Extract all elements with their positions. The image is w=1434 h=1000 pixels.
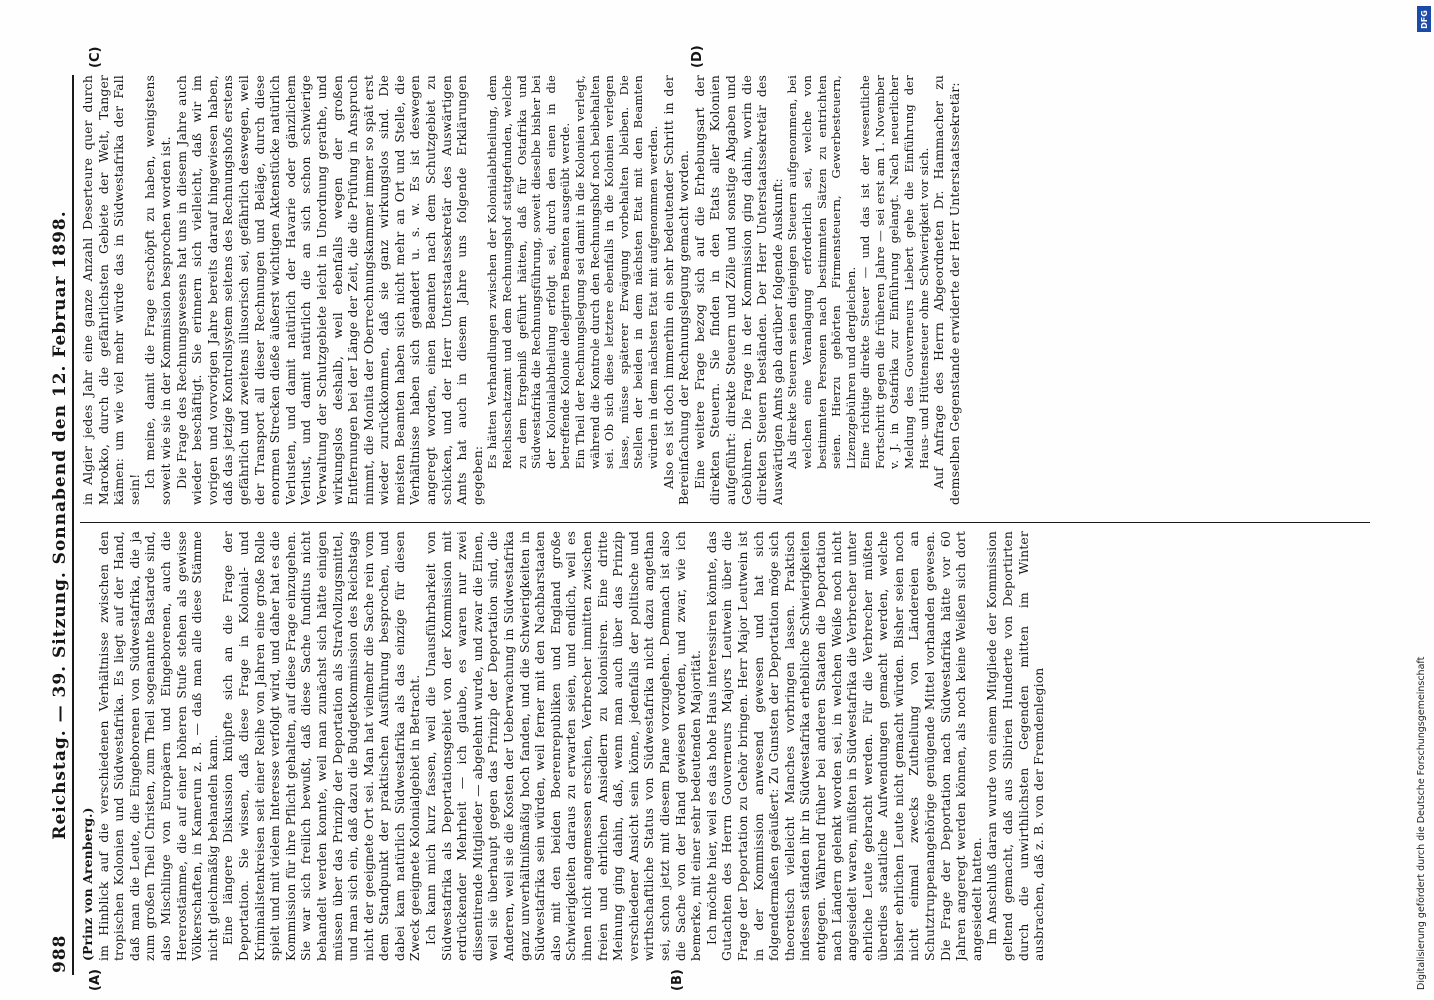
- paragraph: Im Anschluß daran wurde von einem Mitgliede der Kommission geltend gemacht, daß aus Sibirien Hunderte von Deportirten durch die unwirthlichsten Gegenden mitten im Winter ausbrachen, daß z. B. von der Fremdenlegion: [984, 531, 1047, 961]
- paragraph: im Hinblick auf die verschiedenen Verhältnisse zwischen den tropischen Kolonien und Südwestafrika. Es liegt auf der Hand, daß man die Leute, die Eingeborenen von Südwestafrika, die ja zum großen Theil Christen, zum Theil sogenannte Bastarde sind, also Mischlinge von Europäern und Eingeborenen, auch die Hererostämme, die auf einer höheren Stufe stehen als gewisse Völkerschaften, in Kamerun z. B. — daß man alle diese Stämme nicht gleichmäßig behandeln kann.: [95, 531, 220, 961]
- margin-marker-b: (B): [670, 969, 685, 991]
- page-number: 988: [50, 934, 70, 973]
- paragraph: Die Frage des Rechnungswesens hat uns in diesem Jahre auch wieder beschäftigt. Sie erinnern sich vielleicht, daß wir im vorigen und vorvorigen Jahre bereits darauf hingewiesen haben, daß das jetzige Kontrollsystem seitens des Rechnungshofs erstens gefährlich und zweitens illusorisch sei, gefährlich deswegen, weil der Transport all dieser Rechnungen und Beläge, durch diese enormen Strecken dieße äußerst wichtigen Aktenstücke natürlich Verlusten, und damit natürlich der Havarie oder gänzlichem Verlust, und damit natürlich die an sich schon schwierige Verwaltung der Schutzgebiete leicht in Unordnung gerathe, und wirkungslos deshalb, weil ebenfalls wegen der großen Entfernungen bei der Länge der Zeit, die die Prüfung in Anspruch nimmt, die Monita der Oberrechnungskammer immer so spät erst wieder zurückkommen, daß sie ganz wirkungslos sind. Die meisten Beamten haben sich nicht mehr an Ort und Stelle, die Verhältnisse haben sich geändert u. s. w. Es ist deswegen angeregt worden, einen Beamten nach dem Schutzgebiet zu schicken, und der Herr Unterstaatssekretär des Auswärtigen Amts hat auch in diesem Jahre uns folgende Erklärungen gegeben:: [173, 75, 485, 505]
- margin-marker-a: (A): [88, 969, 103, 991]
- rotated-print-page: [50, 35, 1380, 991]
- digitization-credit: Digitalisierung gefördert durch die Deutsche Forschungsgemeinschaft: [1416, 656, 1427, 990]
- paragraph: Eine längere Diskussion knüpfte sich an die Frage der Deportation. Sie wissen, daß diese Frage in Kolonial- und Kriminalistenkreisen seit einer Reihe von Jahren eine große Rolle spielt und mit vielem Interesse verfolgt wird, und daher hat es die Kommission für ihre Pflicht gehalten, auf diese Frage einzugehen. Sie war sich freilich bewußt, daß diese Sache funditus nicht behandelt werden konnte, weil man zunächst sich hätte einigen müssen über das Prinzip der Deportation als Strafvollzugsmittel, und man sich ein, daß dazu die Budgetkommission des Reichstags nicht der geeignete Ort sei. Man hat vielmehr die Sache rein vom dem Standpunkt der praktischen Ausführung besprochen, und dabei kam natürlich Südwestafrika als das einzige für diesen Zweck geeignete Kolonialgebiet in Betracht.: [220, 531, 423, 961]
- quoted-statement: Ein Theil der Rechnungslegung sei damit in die Kolonien verlegt, während die Kontrole durch den Rechnungshof noch beibehalten sei. Ob sich diese letztere ebenfalls in die Kolonien verlegen lasse, müsse späterer Erwägung vorbehalten bleiben. Die Stellen der beiden in dem nächsten Etat mit den Beamten würden in dem nächsten Etat mit aufgenommen werden.: [573, 75, 660, 469]
- paragraph: in Algier jedes Jahr eine ganze Anzahl Deserteure quer durch Marokko, durch die gefährlichsten Gebiete der Welt, Tanger kämen: um wie viel mehr würde das in Südwestafrika der Fall sein!: [80, 75, 142, 505]
- quoted-statement: Eine richtige direkte Steuer — und das ist der wesentliche Fortschritt gegen die früheren Jahre — sei erst am 1. November v. J. in Ostafrika zur Einführung gelangt. Nach neuerlicher Meldung des Gouverneurs Liebert gehe die Einführung der Haus- und Hüttensteuer ohne Schwierigkeit vor sich.: [858, 75, 931, 469]
- paragraph: Ich möchte hier, weil es das hohe Haus interessiren könnte, das Gutachten des Herrn Gouverneurs Majors Leutwein über die Frage der Deportation zu Gehör bringen. Herr Major Leutwein ist in der Kommission anwesend gewesen und hat sich folgendermaßen geäußert: Zu Gunsten der Deportation möge sich theoretisch vielleicht Manches vorbringen lassen. Praktisch indessen ständen ihr in Südwestafrika erhebliche Schwierigkeiten entgegen. Während früher bei anderen Staaten die Deportation nach Ländern gelenkt worden sei, in welchen Weiße noch nicht angesiedelt waren, müßten in Südwestafrika die Verbrecher unter ehrliche Leute gebracht werden. Für die Verbrecher müßten überdies staatliche Aufwendungen gemacht werden, welche bisher ehrlichen Leute nicht gemacht würden. Bisher seien noch nicht einmal zwecks Zutheilung von Ländereien an Schutztruppenangehörige genügende Mittel vorhanden gewesen. Die Frage der Deportation nach Südwestafrika hätte vor 60 Jahren angeregt werden können, als noch keine Weißen sich dort angesiedelt hatten.: [703, 531, 984, 961]
- left-column: [80, 531, 1370, 961]
- paragraph: Ich meine, damit die Frage erschöpft zu haben, wenigstens soweit wie sie in der Kommission besprochen worden ist.: [142, 75, 173, 505]
- quoted-statement: Es hätten Verhandlungen zwischen der Kolonialabtheilung, dem Reichsschatzamt und dem Rechnungshof stattgefunden, welche zu dem Ergebniß geführt hätten, daß für Ostafrika und Südwestafrika die Rechnungsführung, soweit dieselbe bisher bei der Kolonialabtheilung erfolgt sei, durch den einen in die betreffende Kolonie delegirten Beamten ausgeübt werde.: [485, 75, 573, 469]
- margin-marker-d: (D): [690, 45, 705, 68]
- page-title: Reichstag. — 39. Sitzung. Sonnabend den 12. Februar 1898.: [50, 210, 70, 840]
- column-divider: [80, 522, 1370, 523]
- right-column: [80, 75, 1370, 505]
- dfg-logo: DFG: [1417, 6, 1431, 32]
- paragraph: Also es ist doch immerhin ein sehr bedeutender Schritt in der Bereinfachung der Rechnungslegung gemacht worden.: [660, 75, 692, 505]
- paragraph: Auf Anfrage des Herrn Abgeordneten Dr. Hammacher zu demselben Gegenstande erwiderte der Herr Unterstaatssekretär:: [931, 75, 962, 505]
- paragraph: Ich kann mich kurz fassen, weil die Unausführbarkeit von Südwestafrika als Deportationsgebiet von der Kommission mit erdrückender Mehrheit — ich glaube, es waren nur zwei dissentirende Mitglieder — abgelehnt wurde, und zwar die Einen, weil sie überhaupt gegen das Prinzip der Deportation sind, die Anderen, weil sie die Kosten der Ueberwachung in Südwestafrika ganz unverhältnißmäßig hoch fanden, und die Schwierigkeiten in Südwestafrika sein würden, weil ferner mit den Nachbarstaaten also mit den beiden Boerenrepubliken und England große Schwierigkeiten daraus zu erwarten seien, und endlich, weil es ihnen nicht angemessen erschien, Verbrecher inmitten zwischen freien und ehrlichen Ansiedlern zu kolonisiren. Eine dritte Meinung ging dahin, daß, wenn man auch über das Prinzip verschiedener Ansicht sein könne, jedenfalls der politische und wirthschaftliche Status von Südwestafrika nicht dazu angethan sei, schon jetzt mit diesem Plane vorzugehen. Demnach ist also die Sache von der Hand gewiesen worden, und zwar, wie ich bemerke, mit einer sehr bedeutenden Majorität.: [423, 531, 704, 961]
- paragraph: Eine weitere Frage bezog sich auf die Erhebungsart der direkten Steuern. Sie finden in den Etats aller Kolonien aufgeführt: direkte Steuern und Zölle und sonstige Abgaben und Gebühren. Die Frage in der Kommission ging dahin, worin die direkten Steuern beständen. Der Herr Unterstaatssekretär des Auswärtigen Amts gab darüber folgende Auskunft:: [691, 75, 785, 505]
- margin-marker-c: (C): [88, 46, 103, 68]
- speaker-label: (Prinz von Arenberg.): [80, 807, 95, 961]
- running-header: [50, 75, 74, 975]
- quoted-statement: Als direkte Steuern seien diejenigen Steuern aufgenommen, bei welchen eine Veranlagung erforderlich sei, welche von bestimmten Personen nach bestimmten Sätzen zu entrichten seien. Hierzu gehörten Firmensteuern, Gewerbesteuern, Lizenzgebühren und dergleichen.: [785, 75, 858, 469]
